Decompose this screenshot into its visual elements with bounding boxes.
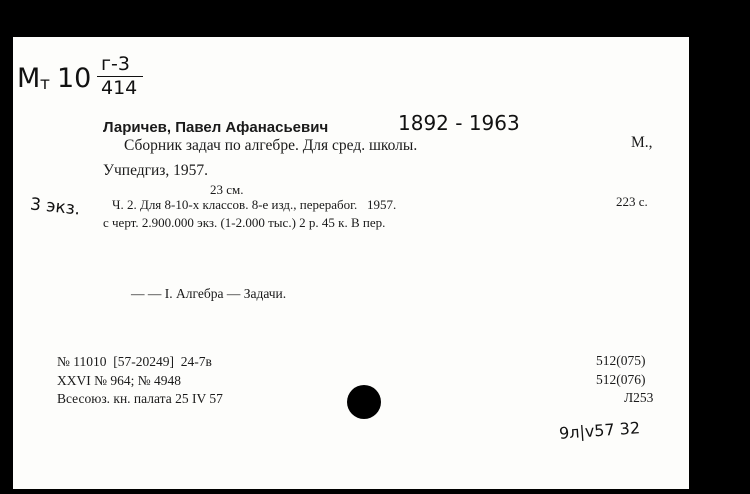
part-details: с черт. 2.900.000 экз. (1-2.000 тыс.) 2 р. 45 к. В пер.: [103, 215, 386, 230]
publisher-year: Учпедгиз, 1957.: [103, 162, 209, 179]
book-size: 23 см.: [210, 182, 244, 197]
shelfmark: [17, 53, 138, 107]
publication-place: М.,: [631, 134, 653, 151]
author-years: 1892 - 1963: [398, 111, 520, 135]
classification-3: Л253: [624, 390, 654, 405]
part-description: Ч. 2. Для 8-10-х классов. 8-е изд., перерабог. 1957.: [112, 197, 397, 212]
book-title: Сборник задач по алгебре. Для сред. школы.: [124, 137, 418, 154]
card-number-line-2: XXVI № 964; № 4948: [57, 373, 182, 388]
handwritten-bottom-note: 9л|v57 32: [558, 418, 641, 443]
classification-1: 512(075): [596, 353, 646, 368]
card-number-line-3: Всесоюз. кн. палата 25 IV 57: [57, 391, 223, 406]
subject-heading: — — I. Алгебра — Задачи.: [131, 286, 287, 301]
punch-hole: [347, 385, 381, 419]
shelfmark-fraction-top: г-3: [101, 53, 130, 75]
card-number-line-1: № 11010 [57-20249] 24-7в: [57, 354, 212, 369]
page-count: 223 с.: [616, 194, 648, 209]
classification-2: 512(076): [596, 372, 646, 387]
shelfmark-fraction-bottom: 414: [101, 77, 138, 99]
author-name: Ларичев, Павел Афанасьевич: [103, 119, 329, 136]
copies-note: 3 экз.: [29, 194, 82, 220]
shelfmark-sub: т: [40, 74, 50, 94]
shelfmark-prefix: М: [17, 63, 41, 94]
shelfmark-number: 10: [57, 63, 92, 94]
catalog-card: [13, 37, 689, 489]
